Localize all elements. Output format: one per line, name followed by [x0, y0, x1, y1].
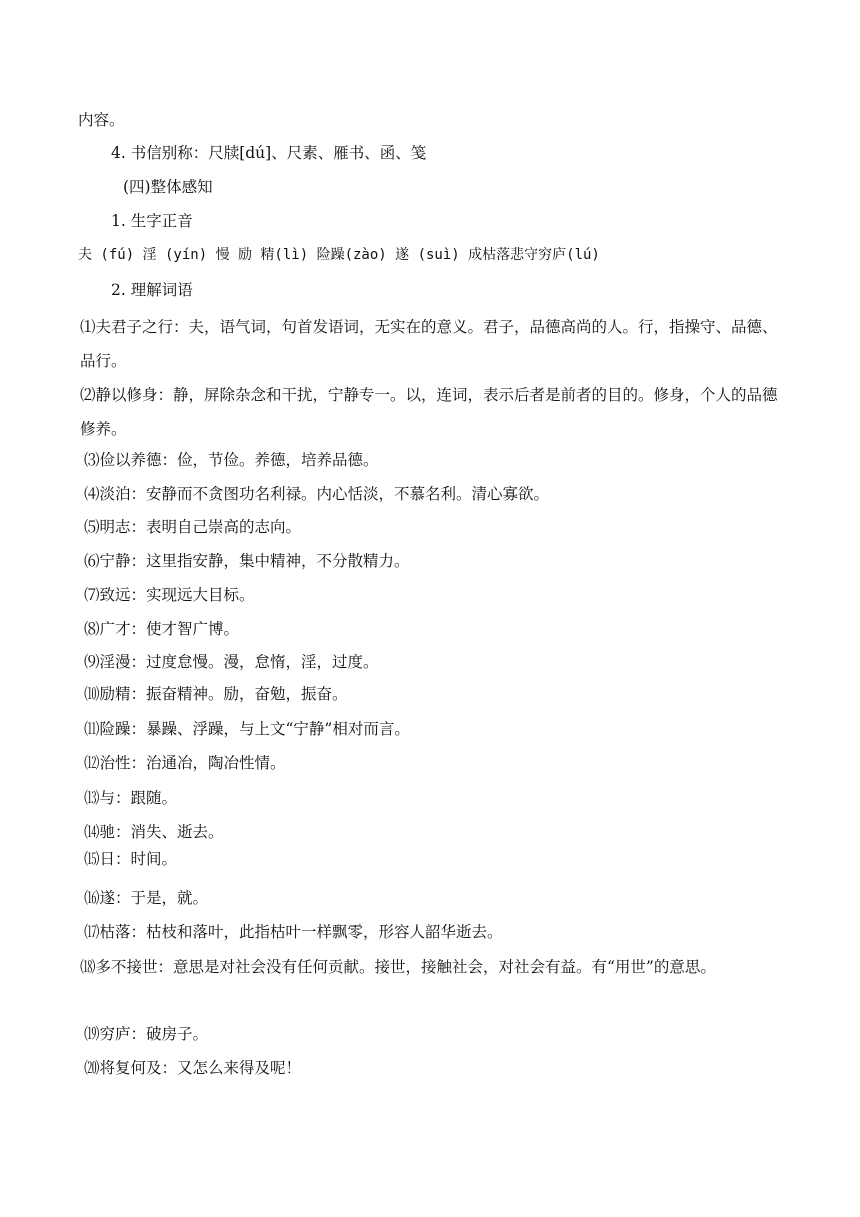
subheading-vocabulary: 2. 理解词语	[111, 281, 193, 299]
term-4: ⑷淡泊：安静而不贪图功名利禄。内心恬淡，不慕名利。清心寡欲。	[84, 485, 550, 503]
term-12: ⑿治性：治通冶，陶冶性情。	[84, 754, 286, 772]
term-20: ⒇将复何及：又怎么来得及呢！	[84, 1059, 302, 1077]
term-5: ⑸明志：表明自己崇高的志向。	[84, 518, 302, 536]
term-15: ⒂日：时间。	[84, 850, 178, 868]
term-6: ⑹宁静：这里指安静，集中精神，不分散精力。	[84, 552, 410, 570]
subheading-pronunciation: 1. 生字正音	[111, 212, 193, 230]
term-2: ⑵静以修身：静，屏除杂念和干扰，宁静专一。以，连词，表示后者是前者的目的。修身，个人的品德修养。	[80, 386, 778, 438]
term-10: ⑽励精：振奋精神。励，奋勉，振奋。	[84, 685, 348, 703]
term-13: ⒀与：跟随。	[84, 789, 178, 807]
term-18: ⒅多不接世：意思是对社会没有任何贡献。接世，接触社会，对社会有益。有“用世”的意思。	[80, 958, 716, 976]
term-14: ⒁驰：消失、逝去。	[84, 823, 224, 841]
term-9: ⑼淫漫：过度怠慢。漫，怠惰，淫，过度。	[84, 653, 379, 671]
term-17: ⒄枯落：枯枝和落叶，此指枯叶一样飘零，形容人韶华逝去。	[84, 923, 503, 941]
term-16: ⒃遂：于是，就。	[84, 889, 209, 907]
term-1: ⑴夫君子之行：夫，语气词，句首发语词，无实在的意义。君子，品德高尚的人。行，指操守、品德、品行。	[80, 318, 778, 370]
term-19: ⒆穷庐：破房子。	[84, 1025, 209, 1043]
term-7: ⑺致远：实现远大目标。	[84, 586, 255, 604]
pronunciation-line: 夫 (fú) 淫 (yín) 慢 励 精(lì) 险躁(zào) 遂 (suì) 成枯落悲守穷庐(lú)	[78, 247, 600, 263]
letter-aliases-item: 4. 书信别称：尺牍[dú]、尺素、雁书、函、笺	[111, 144, 427, 162]
section-heading: (四)整体感知	[123, 178, 213, 196]
term-3: ⑶俭以养德：俭，节俭。养德，培养品德。	[84, 451, 379, 469]
continuation-text: 内容。	[78, 111, 125, 129]
term-11: ⑾险躁：暴躁、浮躁，与上文“宁静”相对而言。	[84, 720, 410, 738]
term-8: ⑻广才：使才智广博。	[84, 620, 240, 638]
